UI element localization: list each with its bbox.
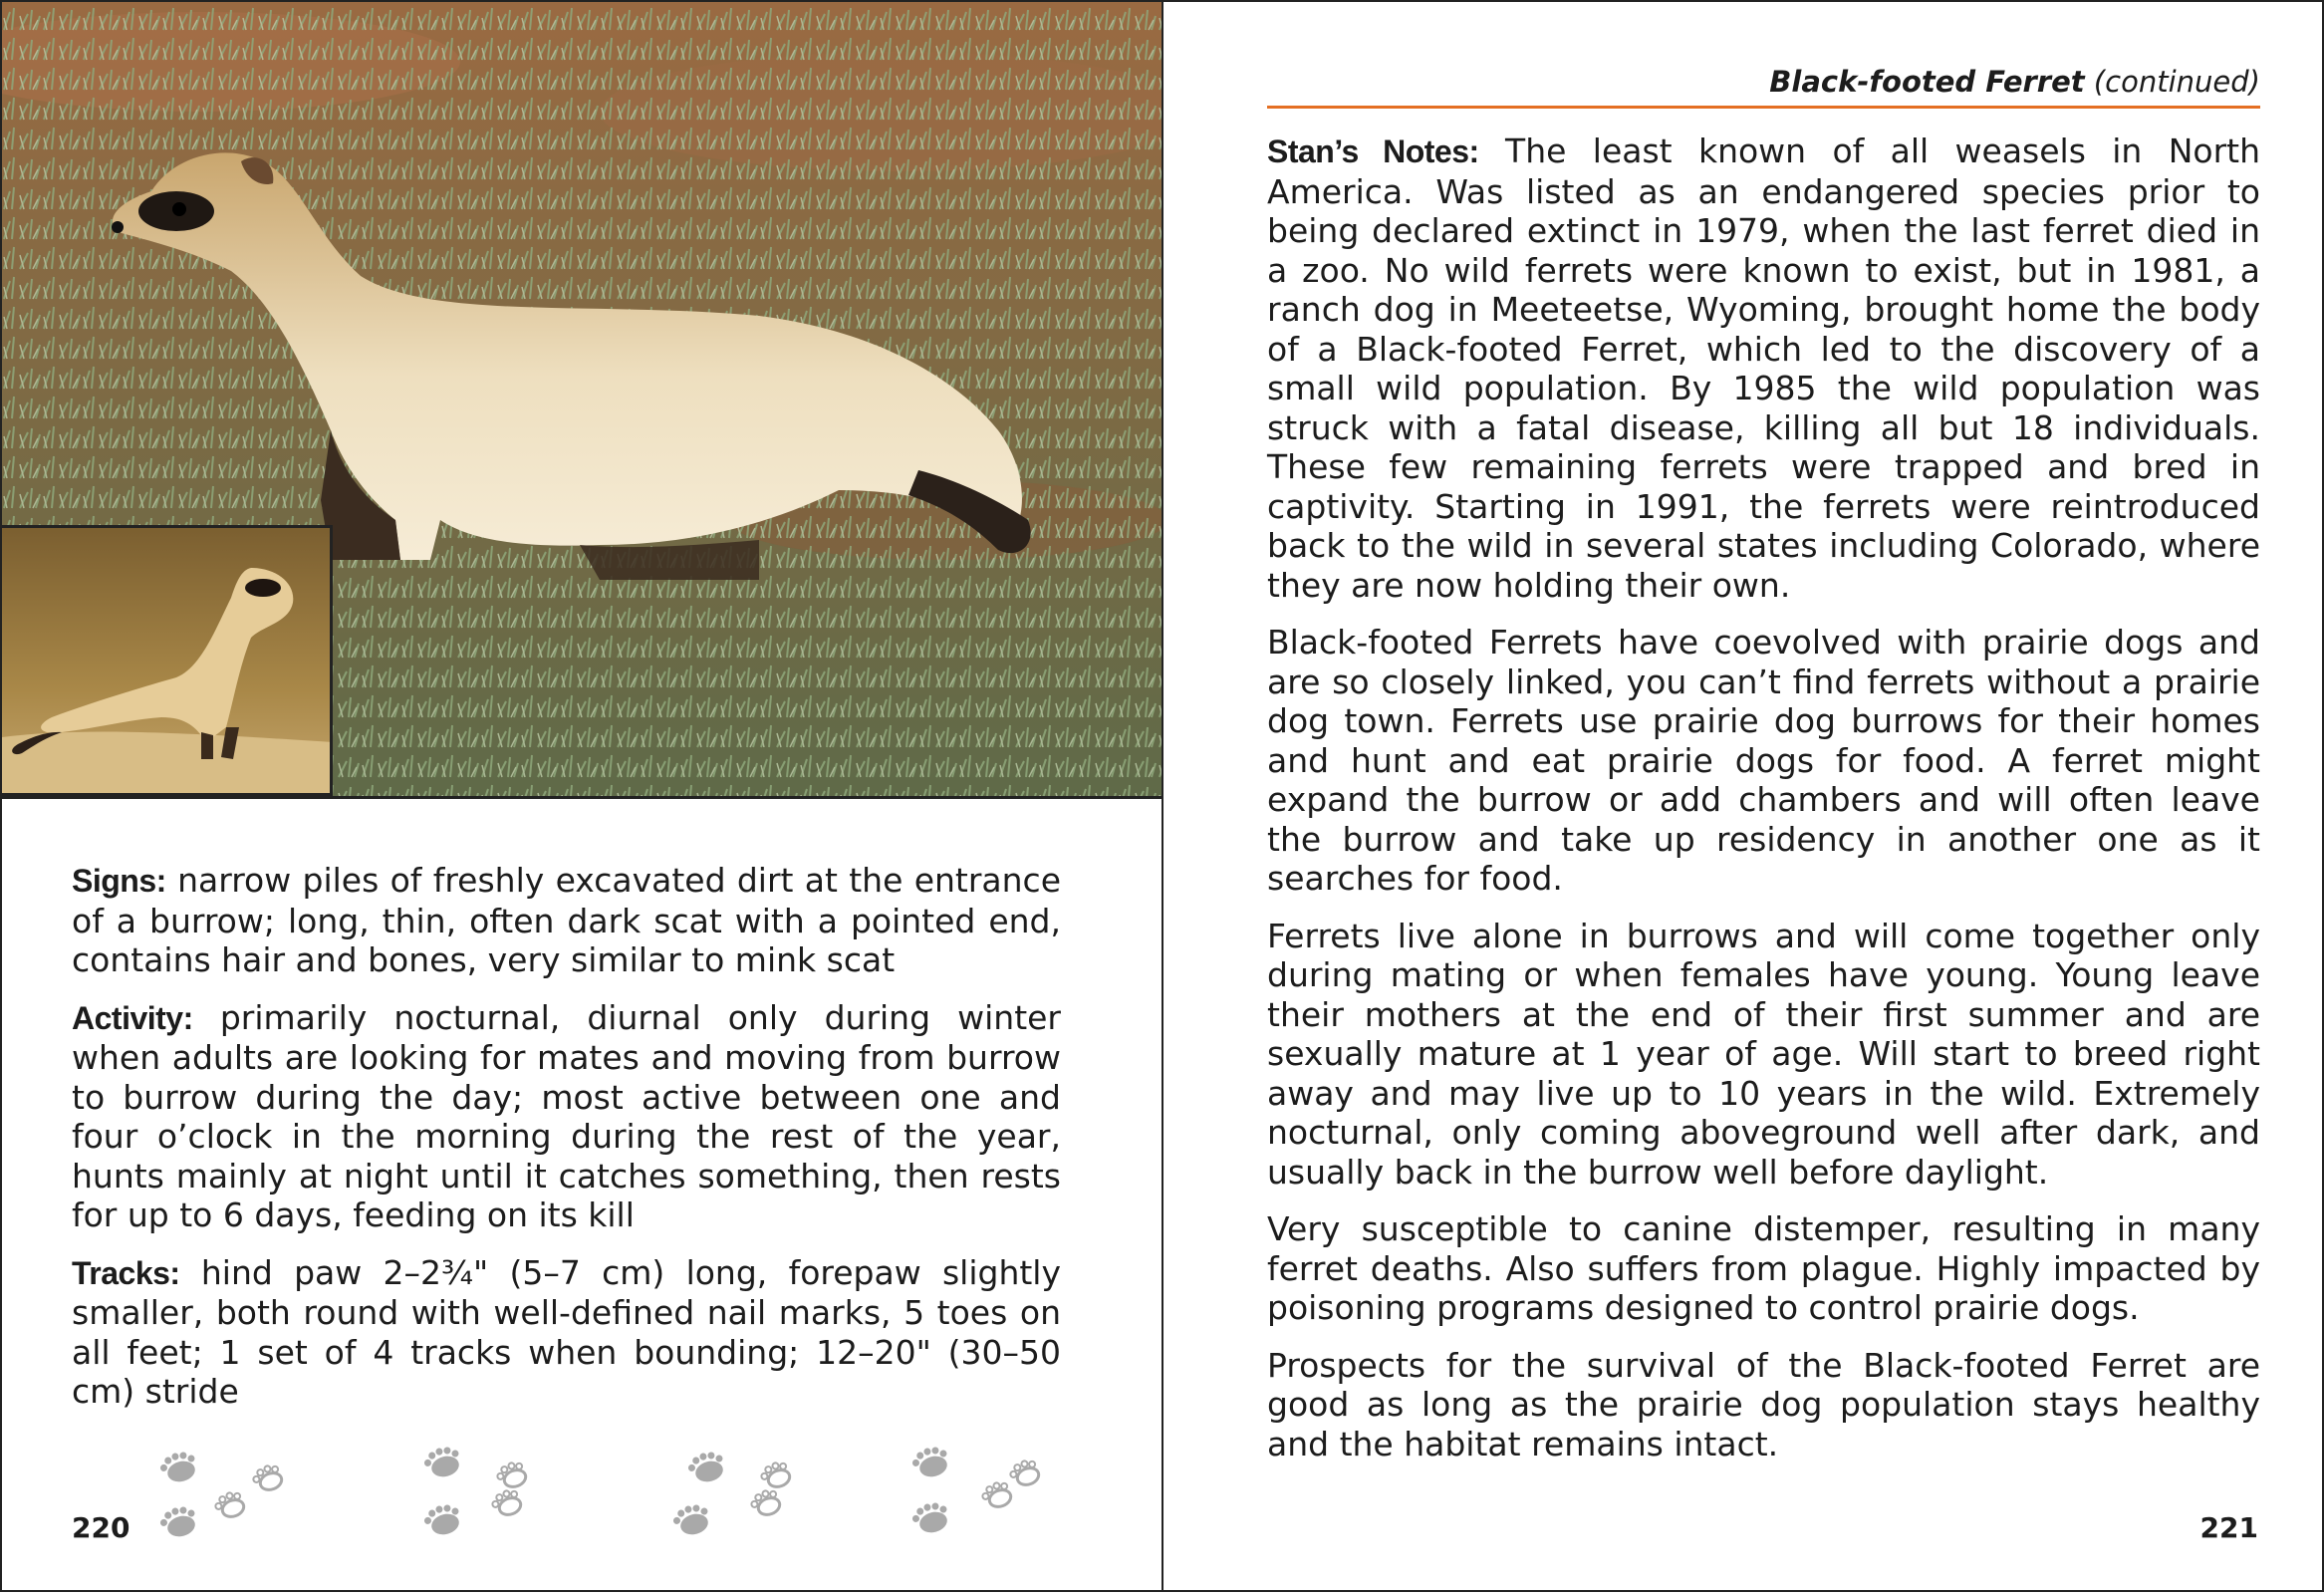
tracks-text: hind paw 2–2¾" (5–7 cm) long, forepaw slightly smaller, both round with well-defined nail marks, 5 toes on all feet; 1 set of 4 tracks when bounding; 12–20" (30–50 cm) stride	[72, 1252, 1061, 1411]
tracks-term: Tracks:	[72, 1254, 180, 1291]
track-set-1	[157, 1449, 284, 1541]
solitary-paragraph: Ferrets live alone in burrows and will come together only during mating or when females have young. Young leave their mothers at the end of their first summer and are sexually mature at 1 year of age. Will start to breed right away and may live up to 10 years in the wild. Extremely nocturnal, only coming aboveground well after dark, and usually back in the burrow well before daylight.	[1267, 916, 2260, 1192]
track-illustration	[141, 1437, 1078, 1546]
left-page	[0, 0, 1163, 1592]
track-set-4	[909, 1444, 1041, 1537]
stans-notes-term: Stan’s Notes:	[1267, 133, 1479, 169]
activity-term: Activity:	[72, 999, 193, 1036]
running-header	[1267, 62, 2260, 109]
right-page-number: 221	[2199, 1511, 2258, 1544]
right-page	[1162, 0, 2324, 1592]
prospects-paragraph: Prospects for the survival of the Black-footed Ferret are good as long as the prairie dog population stays healthy and the habitat remains intact.	[1267, 1345, 2260, 1463]
track-set-3	[670, 1449, 792, 1539]
distemper-paragraph: Very susceptible to canine distemper, resulting in many ferret deaths. Also suffers from plague. Highly impacted by poisoning programs designed to control prairie dogs.	[1267, 1209, 2260, 1327]
tracks-paragraph	[72, 1253, 1061, 1412]
signs-term: Signs:	[72, 863, 166, 899]
activity-paragraph	[72, 998, 1061, 1235]
coevolved-paragraph: Black-footed Ferrets have coevolved with prairie dogs and are so closely linked, you can’t find ferrets without a prairie dog town. Ferrets use prairie dog burrows for their homes and hunt and eat prairie dogs for food. A ferret might expand the burrow or add chambers and will often leave the burrow and take up residency in another one as it searches for food.	[1267, 623, 2260, 898]
right-text	[1267, 132, 2260, 1481]
header-title: Black-footed Ferret	[1769, 65, 2085, 99]
stans-notes-text: The least known of all weasels in North America. Was listed as an endangered species prior to being declared extinct in 1979, when the last ferret died in a zoo. No wild ferrets were known to exist, but in 1981, a ranch dog in Meeteetse, Wyoming, brought home the body of a Black-footed Ferret, which led to the discovery of a small wild population. By 1985 the wild population was struck with a fatal disease, killing all but 18 individuals. These few remaining ferrets were trapped and bred in captivity. Starting in 1991, the ferrets were reintroduced back to the wild in several states including Colorado, where they are now holding their own.	[1267, 132, 2261, 605]
activity-text: primarily nocturnal, diurnal only during winter when adults are looking for mates and moving from burrow to burrow during the day; most active between one and four o’clock in the morning during the rest of the year, hunts mainly at night until it catches something, then rests for up to 6 days, feeding on its kill	[72, 997, 1061, 1234]
signs-paragraph	[72, 861, 1061, 980]
ferret-inset-photo	[2, 525, 333, 796]
track-set-2	[421, 1444, 528, 1539]
stans-notes-paragraph	[1267, 132, 2260, 605]
left-page-number: 220	[72, 1511, 130, 1544]
signs-text: narrow piles of freshly excavated dirt at the entrance of a burrow; long, thin, often dark scat with a pointed end, contains hair and bones, very similar to mink scat	[72, 861, 1061, 979]
left-text	[72, 861, 1061, 1430]
header-suffix: (continued)	[2084, 65, 2260, 99]
